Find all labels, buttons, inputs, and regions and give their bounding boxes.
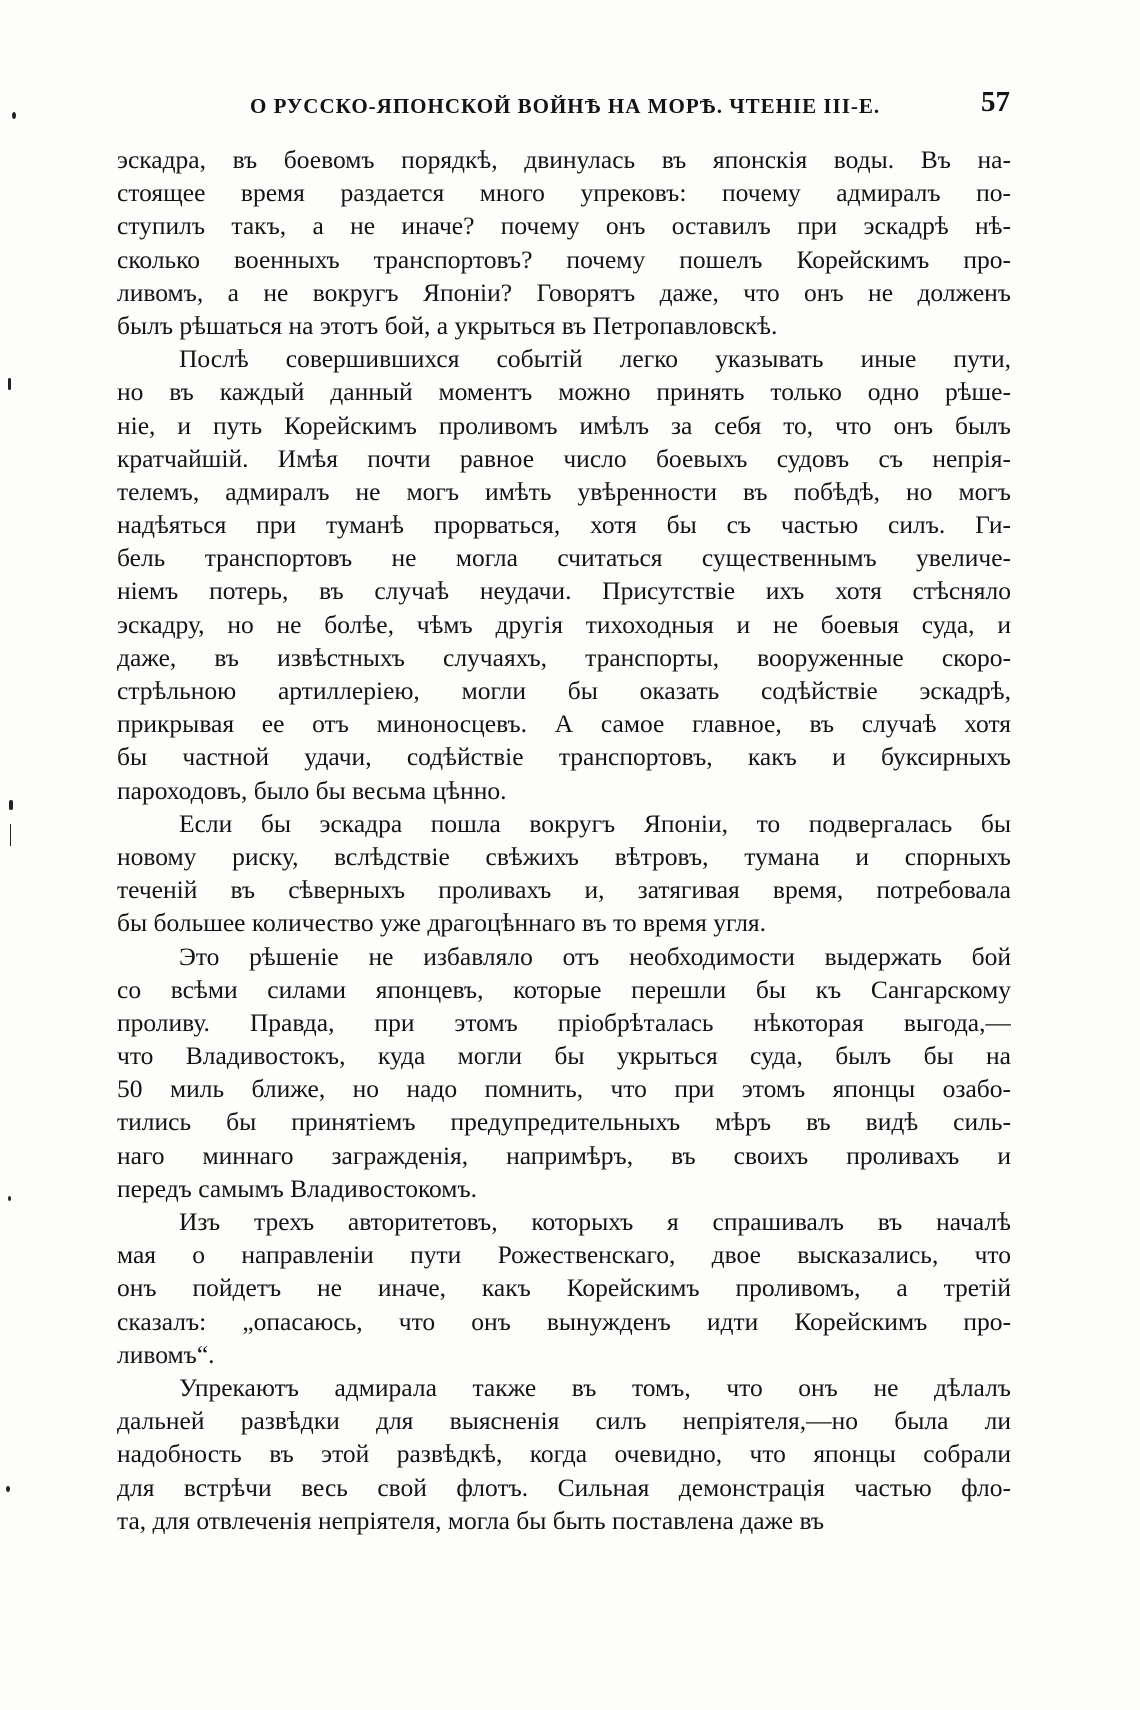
text-line: надѣяться при туманѣ прорваться, хотя бы съ частью силъ. Ги-	[117, 510, 1011, 540]
text-line: ливомъ, а не вокругъ Японіи? Говорятъ даже, что онъ не долженъ	[117, 277, 1011, 307]
text-line: мая о направленіи пути Рожественскаго, двое высказались, что	[117, 1240, 1011, 1270]
margin-speck	[10, 824, 11, 846]
text-line: Если бы эскадра пошла вокругъ Японіи, то подвергалась бы	[179, 808, 1011, 838]
text-line: но въ каждый данный моментъ можно принять только одно рѣше-	[117, 377, 1011, 407]
running-head-title: О РУССКО-ЯПОНСКОЙ ВОЙНѢ НА МОРѢ. ЧТЕНІЕ III-Е.	[250, 94, 881, 118]
text-line: Это рѣшеніе не избавляло отъ необходимости выдержать бой	[179, 941, 1011, 971]
margin-speck	[8, 1196, 11, 1201]
text-line: бы частной удачи, содѣйствіе транспортовъ, какъ и буксирныхъ	[117, 742, 1011, 772]
text-line: новому риску, вслѣдствіе свѣжихъ вѣтровъ, тумана и спорныхъ	[117, 841, 1011, 871]
text-line: ливомъ“.	[117, 1339, 215, 1369]
text-line: бель транспортовъ не могла считаться существеннымъ увеличе-	[117, 543, 1011, 573]
text-line: прикрывая ее отъ миноносцевъ. А самое главное, въ случаѣ хотя	[117, 709, 1011, 739]
text-line: ніемъ потерь, въ случаѣ неудачи. Присутствіе ихъ хотя стѣсняло	[117, 576, 1011, 606]
margin-speck	[12, 112, 16, 119]
paragraph	[117, 1205, 1011, 1371]
text-line: что Владивостокъ, куда могли бы укрыться суда, былъ бы на	[117, 1041, 1011, 1071]
text-line: стрѣльною артиллеріею, могли бы оказать содѣйствіе эскадрѣ,	[117, 676, 1011, 705]
running-head	[250, 86, 1010, 126]
text-line: былъ рѣшаться на этотъ бой, а укрыться въ Петропавловскѣ.	[117, 310, 778, 340]
text-line: пароходовъ, было бы весьма цѣнно.	[117, 775, 507, 805]
text-line: наго миннаго загражденія, напримѣръ, въ своихъ проливахъ и	[117, 1140, 1011, 1170]
text-line: сколько военныхъ транспортовъ? почему пошелъ Корейскимъ про-	[117, 244, 1011, 274]
margin-speck	[9, 800, 13, 810]
text-line: Упрекаютъ адмирала также въ томъ, что онъ не дѣлалъ	[179, 1372, 1011, 1402]
text-line: онъ пойдетъ не иначе, какъ Корейскимъ проливомъ, а третій	[117, 1273, 1011, 1303]
text-line: 50 миль ближе, но надо помнить, что при этомъ японцы озабо-	[117, 1074, 1011, 1104]
margin-speck	[6, 1486, 10, 1492]
text-line: телемъ, адмиралъ не могъ имѣть увѣренности въ побѣдѣ, но могъ	[117, 476, 1011, 506]
text-line: теченій въ сѣверныхъ проливахъ и, затягивая время, потребовала	[117, 875, 1011, 905]
text-line: даже, въ извѣстныхъ случаяхъ, транспорты, вооруженные скоро-	[117, 642, 1011, 672]
text-line: эскадра, въ боевомъ порядкѣ, двинулась въ японскія воды. Въ на-	[117, 145, 1011, 174]
paragraph	[117, 1371, 1011, 1537]
text-line: кратчайшій. Имѣя почти равное число боевыхъ судовъ съ непрія-	[117, 443, 1011, 473]
paragraph	[117, 342, 1011, 807]
text-line: ніе, и путь Корейскимъ проливомъ имѣлъ за себя то, что онъ былъ	[117, 410, 1011, 440]
paragraph	[117, 807, 1011, 940]
text-line: тились бы принятіемъ предупредительныхъ мѣръ въ видѣ силь-	[117, 1107, 1011, 1137]
text-line: сказалъ: „опасаюсь, что онъ вынужденъ идти Корейскимъ про-	[117, 1306, 1011, 1336]
text-line: проливу. Правда, при этомъ пріобрѣталась нѣкоторая выгода,—	[117, 1007, 1011, 1037]
text-line: эскадру, но не болѣе, чѣмъ другія тихоходныя и не боевыя суда, и	[117, 609, 1011, 639]
text-line: стоящее время раздается много упрековъ: почему адмиралъ по-	[117, 178, 1011, 208]
body-text	[117, 143, 1011, 1537]
text-line: бы большее количество уже драгоцѣннаго въ то время угля.	[117, 908, 767, 938]
paragraph	[117, 143, 1011, 342]
page-number: 57	[981, 86, 1010, 118]
text-line: та, для отвлеченія непріятеля, могла бы быть поставлена даже въ	[117, 1505, 825, 1535]
margin-speck	[8, 378, 11, 390]
text-line: надобность въ этой развѣдкѣ, когда очевидно, что японцы собрали	[117, 1439, 1011, 1469]
text-line: ступилъ такъ, а не иначе? почему онъ оставилъ при эскадрѣ нѣ-	[117, 211, 1011, 241]
text-line: передъ самымъ Владивостокомъ.	[117, 1173, 478, 1203]
text-line: со всѣми силами японцевъ, которые перешли бы къ Сангарскому	[117, 974, 1011, 1004]
text-line: дальней развѣдки для выясненія силъ непріятеля,—но была ли	[117, 1406, 1011, 1436]
paragraph	[117, 940, 1011, 1206]
text-line: для встрѣчи весь свой флотъ. Сильная демонстрація частью фло-	[117, 1472, 1011, 1502]
text-line: Изъ трехъ авторитетовъ, которыхъ я спрашивалъ въ началѣ	[179, 1207, 1011, 1236]
text-line: Послѣ совершившихся событій легко указывать иные пути,	[179, 344, 1011, 374]
